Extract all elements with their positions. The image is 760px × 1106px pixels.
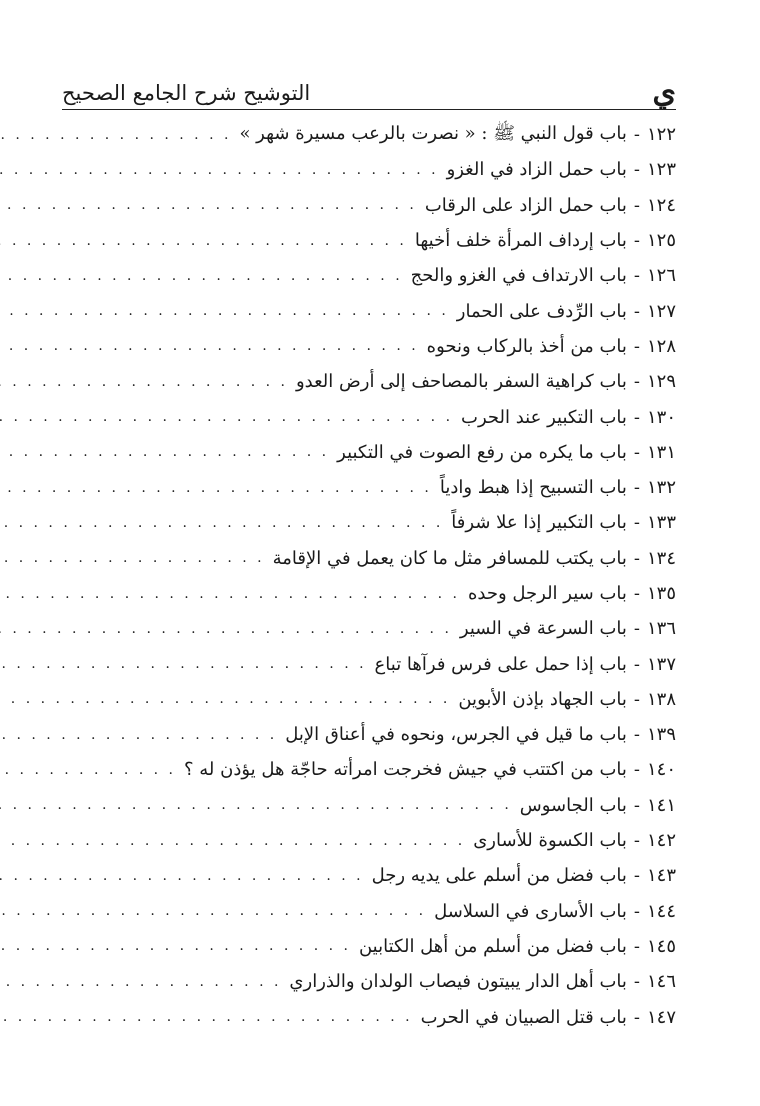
entry-number: ١٤٥ (646, 935, 676, 957)
dot-leader (0, 126, 231, 144)
entry-title: باب الارتداف في الغزو والحج (410, 265, 627, 287)
entry-dash: - (633, 441, 640, 463)
toc-entry (100, 117, 676, 152)
dot-leader (0, 479, 432, 497)
entry-number: ١٤١ (646, 794, 676, 816)
entry-dash: - (633, 618, 640, 640)
header-rule (62, 109, 676, 110)
entry-dash: - (633, 265, 640, 287)
toc-entry (100, 399, 676, 434)
toc-entry (100, 788, 676, 823)
toc-entry (100, 364, 676, 399)
entry-number: ١٤٧ (646, 1006, 676, 1028)
entry-number: ١٢٣ (646, 159, 676, 181)
toc-entry (100, 823, 676, 858)
entry-dash: - (633, 194, 640, 216)
entry-title: باب التكبير إذا علا شرفاً (451, 512, 627, 534)
entry-dash: - (633, 935, 640, 957)
entry-dash: - (633, 830, 640, 852)
dot-leader (0, 514, 443, 532)
toc-entry (100, 858, 676, 893)
entry-title: باب حمل الزاد على الرقاب (424, 194, 627, 216)
toc-entry (100, 329, 676, 364)
dot-leader (0, 443, 329, 461)
entry-number: ١٢٨ (646, 335, 676, 357)
entry-number: ١٣١ (646, 441, 676, 463)
entry-title: باب التكبير عند الحرب (461, 406, 627, 428)
entry-number: ١٣٤ (646, 547, 676, 569)
entry-number: ١٣٧ (646, 653, 676, 675)
entry-title: باب يكتب للمسافر مثل ما كان يعمل في الإقامة (272, 547, 627, 569)
dot-leader (0, 585, 460, 603)
entry-title: باب قتل الصبيان في الحرب (420, 1006, 627, 1028)
entry-number: ١٤٦ (646, 971, 676, 993)
entry-dash: - (633, 406, 640, 428)
entry-title: باب فضل من أسلم على يديه رجل (371, 865, 627, 887)
entry-title: باب أهل الدار يبيتون فيصاب الولدان والذراري (289, 971, 627, 993)
entry-dash: - (633, 865, 640, 887)
entry-dash: - (633, 230, 640, 252)
running-title: التوشيح شرح الجامع الصحيح (62, 81, 311, 105)
toc-entry (100, 505, 676, 540)
entry-number: ١٢٧ (646, 300, 676, 322)
toc-entry (100, 611, 676, 646)
toc-entry (100, 929, 676, 964)
page-header (62, 72, 676, 112)
entry-title: باب قول النبي ﷺ : « نصرت بالرعب مسيرة شهر » (239, 122, 627, 144)
entry-title: باب الجهاد بإذن الأبوين (458, 688, 627, 710)
entry-number: ١٤٤ (646, 900, 676, 922)
toc-entry (100, 470, 676, 505)
entry-number: ١٣٠ (646, 406, 676, 428)
entry-dash: - (633, 547, 640, 569)
dot-leader (0, 726, 277, 744)
dot-leader (0, 549, 265, 567)
dot-leader (0, 408, 453, 426)
entry-title: باب الجاسوس (519, 794, 627, 816)
entry-number: ١٣٣ (646, 512, 676, 534)
toc-entry (100, 894, 676, 929)
entry-number: ١٣٦ (646, 618, 676, 640)
entry-title: باب فضل من أسلم من أهل الكتابين (358, 935, 627, 957)
dot-leader (0, 373, 288, 391)
dot-leader (0, 867, 364, 885)
entry-dash: - (633, 477, 640, 499)
toc-entry (100, 152, 676, 187)
dot-leader (0, 267, 403, 285)
dot-leader (0, 232, 407, 250)
entry-title: باب ما يكره من رفع الصوت في التكبير (337, 441, 627, 463)
entry-dash: - (633, 900, 640, 922)
entry-title: باب حمل الزاد في الغزو (446, 159, 627, 181)
entry-title: باب الرِّدف على الحمار (456, 300, 627, 322)
entry-number: ١٣٢ (646, 477, 676, 499)
entry-title: باب السرعة في السير (459, 618, 627, 640)
dot-leader (0, 1008, 413, 1026)
entry-number: ١٤٣ (646, 865, 676, 887)
dot-leader (0, 161, 439, 179)
toc-entry (100, 999, 676, 1034)
entry-number: ١٤٢ (646, 830, 676, 852)
entry-number: ١٤٠ (646, 759, 676, 781)
entry-title: باب من أخذ بالركاب ونحوه (426, 335, 627, 357)
dot-leader (0, 902, 426, 920)
toc-entry (100, 576, 676, 611)
entry-number: ١٣٨ (646, 688, 676, 710)
dot-leader (0, 761, 176, 779)
entry-dash: - (633, 159, 640, 181)
entry-dash: - (633, 371, 640, 393)
dot-leader (0, 796, 512, 814)
entry-dash: - (633, 794, 640, 816)
entry-title: باب الأسارى في السلاسل (434, 900, 627, 922)
entry-title: باب سير الرجل وحده (467, 583, 627, 604)
entry-number: ١٣٩ (646, 724, 676, 746)
toc-entry (100, 964, 676, 999)
entry-dash: - (633, 759, 640, 781)
toc-entry (100, 223, 676, 258)
entry-number: ١٢٥ (646, 230, 676, 252)
dot-leader (0, 302, 449, 320)
entry-dash: - (633, 583, 640, 604)
entry-title: باب كراهية السفر بالمصاحف إلى أرض العدو (295, 371, 627, 393)
entry-dash: - (633, 335, 640, 357)
entry-dash: - (633, 724, 640, 746)
table-of-contents (100, 117, 676, 1035)
toc-entry (100, 717, 676, 752)
toc-entry (100, 293, 676, 328)
entry-dash: - (633, 971, 640, 993)
dot-leader (0, 937, 351, 955)
entry-number: ١٢٢ (646, 124, 676, 146)
dot-leader (0, 337, 419, 355)
toc-entry (100, 435, 676, 470)
entry-title: باب ما قيل في الجرس، ونحوه في أعناق الإبل (285, 724, 627, 746)
entry-dash: - (633, 688, 640, 710)
dot-leader (0, 973, 281, 991)
dot-leader (0, 620, 452, 638)
toc-entry (100, 541, 676, 576)
page-letter: ي (652, 75, 676, 110)
toc-entry (100, 188, 676, 223)
entry-dash: - (633, 124, 640, 146)
dot-leader (0, 832, 465, 850)
toc-entry (100, 752, 676, 787)
entry-dash: - (633, 512, 640, 534)
entry-number: ١٣٥ (646, 583, 676, 604)
dot-leader (0, 655, 367, 673)
entry-dash: - (633, 1006, 640, 1028)
toc-entry (100, 646, 676, 681)
entry-title: باب من اكتتب في جيش فخرجت امرأته حاجّة هل يؤذن له ؟ (184, 759, 627, 781)
entry-title: باب إرداف المرأة خلف أخيها (414, 230, 627, 252)
entry-title: باب الكسوة للأسارى (473, 830, 627, 852)
entry-number: ١٢٤ (646, 194, 676, 216)
entry-number: ١٢٦ (646, 265, 676, 287)
entry-title: باب التسبيح إذا هبط وادياً (439, 477, 627, 499)
entry-dash: - (633, 300, 640, 322)
entry-title: باب إذا حمل على فرس فرآها تباع (374, 653, 627, 675)
toc-entry (100, 258, 676, 293)
toc-entry (100, 682, 676, 717)
dot-leader (0, 196, 417, 214)
entry-number: ١٢٩ (646, 371, 676, 393)
entry-dash: - (633, 653, 640, 675)
dot-leader (0, 690, 450, 708)
